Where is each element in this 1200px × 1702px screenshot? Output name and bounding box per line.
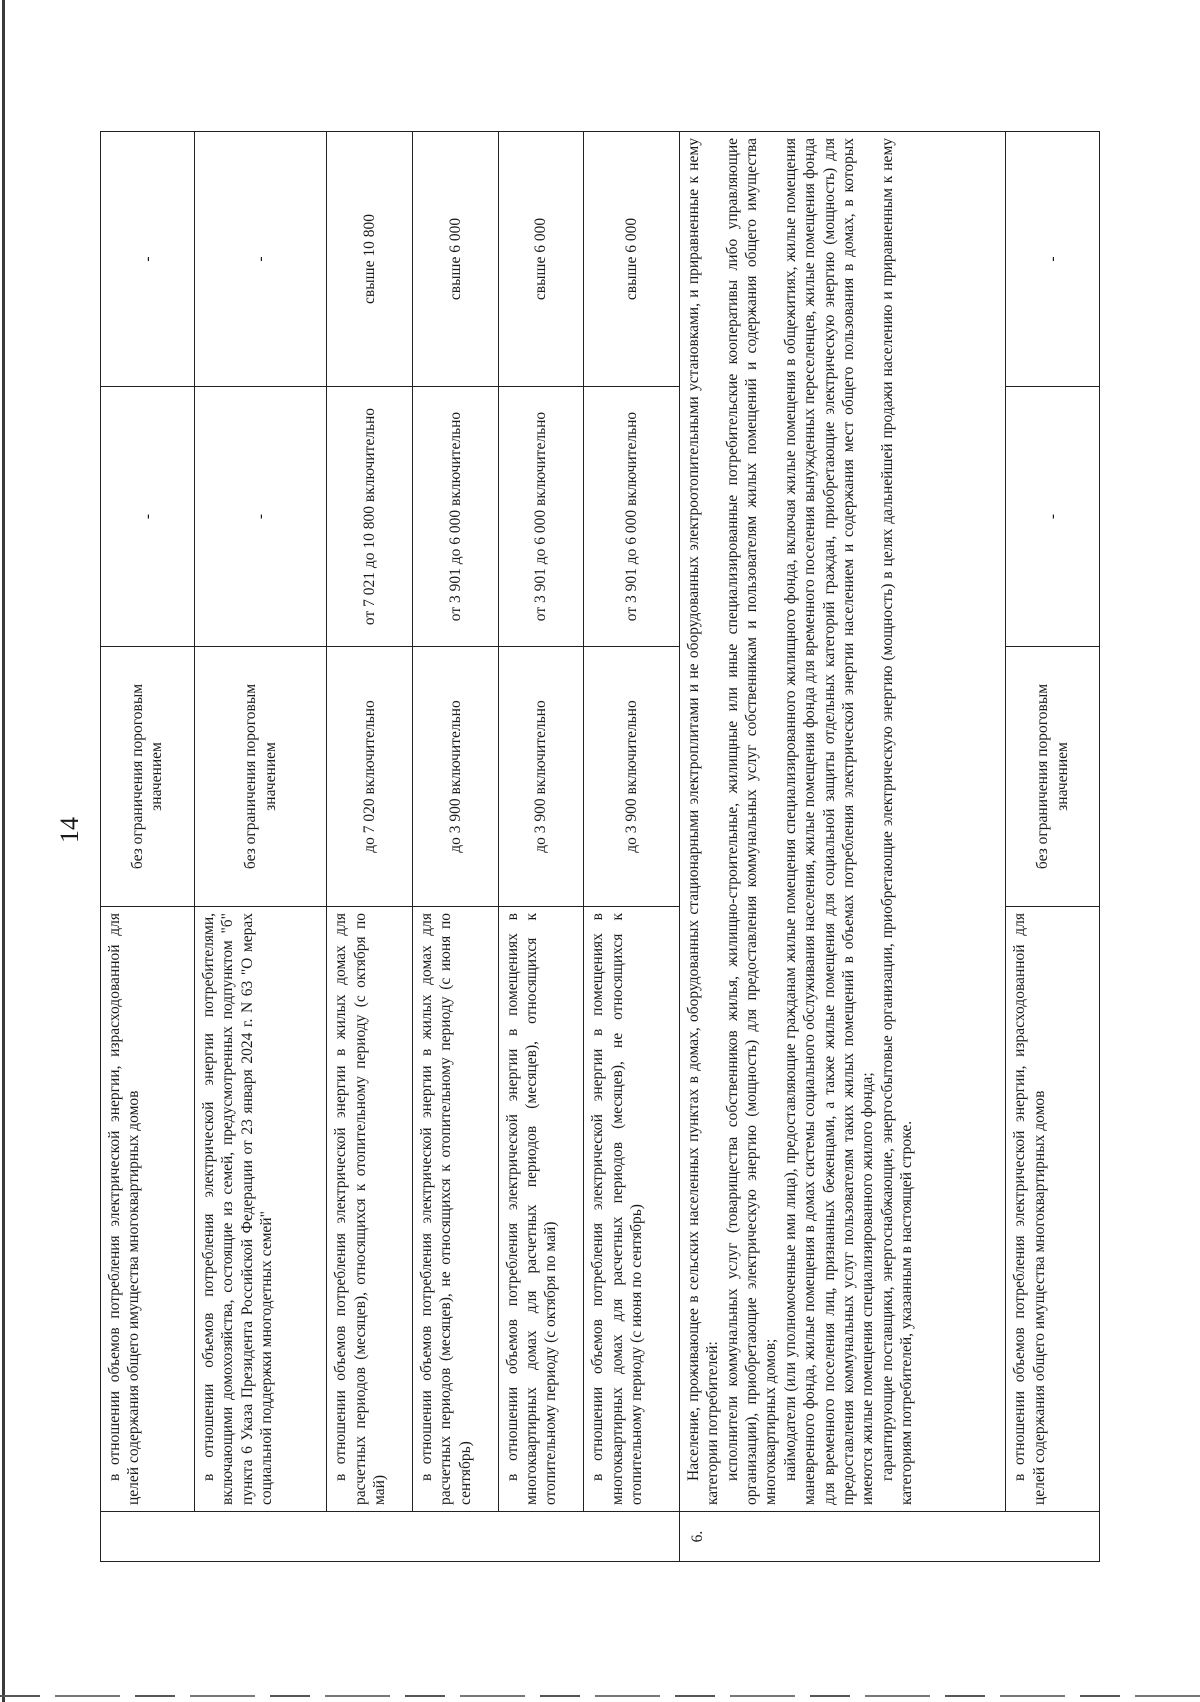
threshold-cell: без ограничения пороговым значением [1006,647,1100,907]
row-description: в отношении объемов потребления электрической энергии, израсходованной для целей содержания общего имущества многоквартирных домов [101,907,195,1512]
above-cell: свыше 6 000 [412,132,498,387]
row-description: в отношении объемов потребления электрической энергии в жилых домах для расчетных периодов (месяцев), относящихся к отопительному периоду (с октября по май) [327,907,413,1512]
threshold-cell: до 3 900 включительно [584,647,680,907]
table-row [1006,132,1100,1562]
above-cell: свыше 6 000 [498,132,584,387]
threshold-cell: без ограничения пороговым значением [101,647,195,907]
above-cell: свыше 6 000 [584,132,680,387]
range-cell: от 7 021 до 10 800 включительно [327,387,413,647]
table-row [679,132,1005,1562]
section-6-paragraph: исполнители коммунальных услуг (товарищества собственников жилья, жилищно-строительные, жилищные или иные специализированные потребительские кооперативы либо управляющие организации), приобретающие электрическую энергию (мощность) для предоставления коммунальных услуг собственникам и пользователям жилых помещений и содержания общего имущества многоквартирных домов; [723,138,780,1505]
above-cell: - [101,132,195,387]
section-6-paragraph: наймодатели (или уполномоченные ими лица), предоставляющие гражданам жилые помещения специализированного жилищного фонда, включая жилые помещения в общежитиях, жилые помещения маневренного фонда, жилые помещения в домах системы социального обслуживания населения, жилые помещения фонда для временного поселения вынужденных переселенцев, жилые помещения фонда для временного поселения лиц, признанных беженцами, а также жилые помещения для социальной защиты отдельных категорий граждан, приобретающие электрическую энергию (мощность) для предоставления коммунальных услуг пользователям таких жилых помещений в объемах потребления электрической энергии населением и содержания мест общего пользования в домах, в которых имеются жилые помещения специализированного жилого фонда; [781,138,877,1505]
table-row [584,132,680,1562]
tariff-table [100,131,1100,1562]
row-description: в отношении объемов потребления электрической энергии в жилых домах для расчетных периодов (месяцев), не относящихся к отопительному периоду (с июня по сентябрь) [412,907,498,1512]
section-number: 6. [679,1512,1099,1562]
above-cell: свыше 10 800 [327,132,413,387]
table-row [194,132,327,1562]
range-cell: - [101,387,195,647]
threshold-cell: до 7 020 включительно [327,647,413,907]
section-6-description [679,132,1005,1512]
section-6-paragraph: Население, проживающее в сельских населенных пунктах в домах, оборудованных стационарными электроплитами и не оборудованных электроотопительными установками, и приравненные к нему категории потребителей: [684,138,722,1505]
above-cell: - [194,132,327,387]
threshold-cell: до 3 900 включительно [412,647,498,907]
row-description: в отношении объемов потребления электрической энергии в помещениях в многоквартирных домах для расчетных периодов (месяцев), относящихся к отопительному периоду (с октября по май) [498,907,584,1512]
threshold-cell: до 3 900 включительно [498,647,584,907]
table-row [327,132,413,1562]
range-cell: от 3 901 до 6 000 включительно [498,387,584,647]
threshold-cell: без ограничения пороговым значением [194,647,327,907]
scan-edge-noise [0,1695,1200,1697]
range-cell: - [194,387,327,647]
row-number [101,1512,680,1562]
row-description: в отношении объемов потребления электрической энергии потребителями, включающими домохозяйства, состоящие из семей, предусмотренных подпунктом "б" пункта 6 Указа Президента Российской Федерации от 23 января 2024 г. N 63 "О мерах социальной поддержки многодетных семей" [194,907,327,1512]
left-margin-line [2,0,5,1702]
section-6-paragraph: гарантирующие поставщики, энергоснабжающие, энергосбытовые организации, приобретающие электрическую энергию (мощность) в целях дальнейшей продажи населению и приравненным к нему категориям потребителей, указанным в настоящей строке. [878,138,916,1505]
range-cell: - [1006,387,1100,647]
rotated-table-container [100,132,1100,1562]
row-description: в отношении объемов потребления электрической энергии в помещениях в многоквартирных домах для расчетных периодов (месяцев), не относящихся к отопительному периоду (с июня по сентябрь) [584,907,680,1512]
above-cell: - [1006,132,1100,387]
row-description: в отношении объемов потребления электрической энергии, израсходованной для целей содержания общего имущества многоквартирных домов [1006,907,1100,1512]
table-row [498,132,584,1562]
page-number: 14 [55,817,84,843]
table-row [101,132,195,1562]
table-row [412,132,498,1562]
range-cell: от 3 901 до 6 000 включительно [412,387,498,647]
range-cell: от 3 901 до 6 000 включительно [584,387,680,647]
